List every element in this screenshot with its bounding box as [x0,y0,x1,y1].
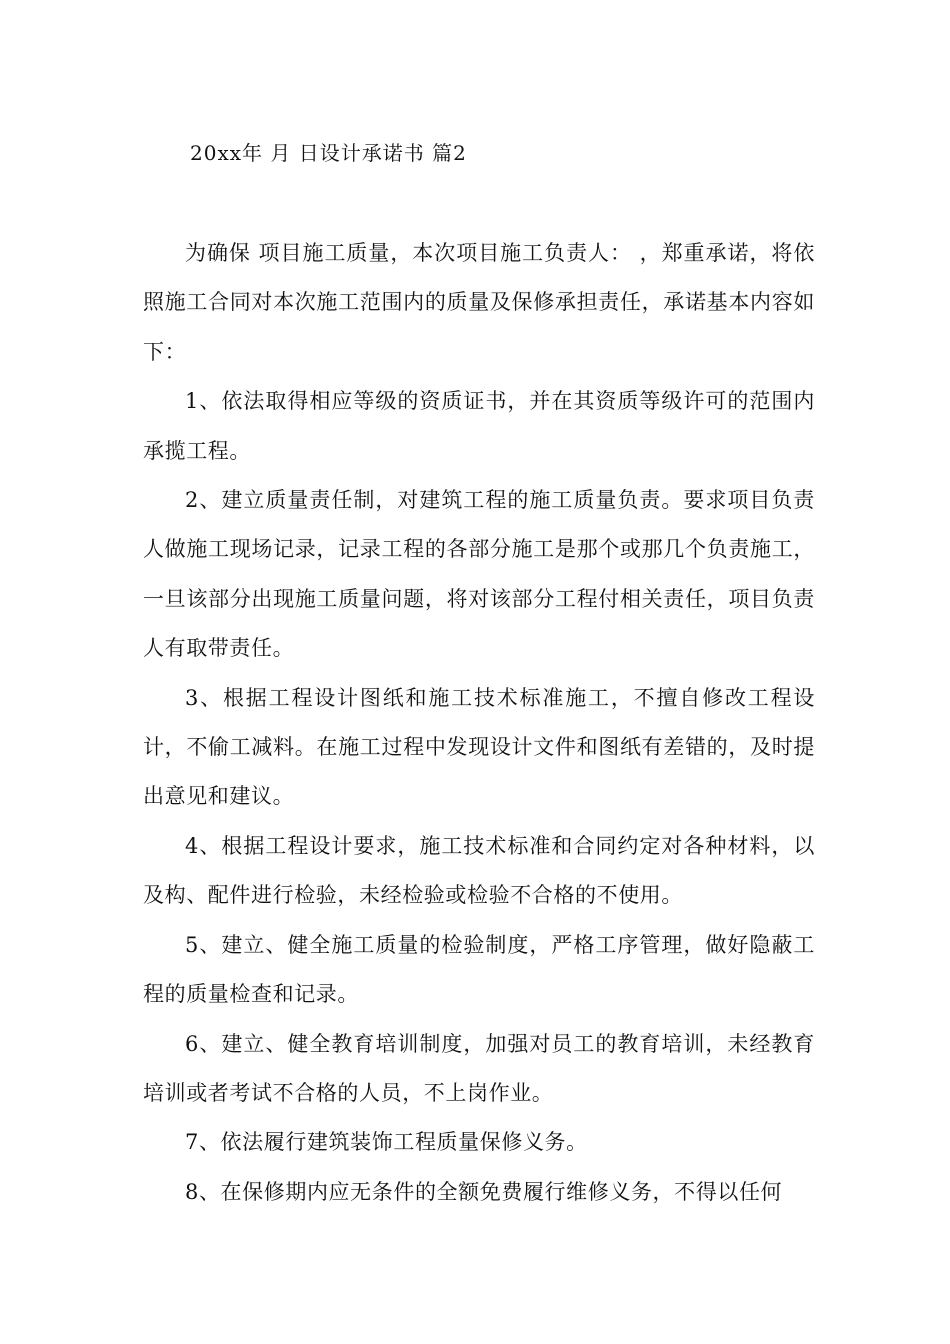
paragraph-item-3: 3、根据工程设计图纸和施工技术标准施工，不擅自修改工程设计，不偷工减料。在施工过程中发现设计文件和图纸有差错的，及时提出意见和建议。 [143,685,815,809]
paragraph-item-4: 4、根据工程设计要求，施工技术标准和合同约定对各种材料，以及构、配件进行检验，未经检验或检验不合格的不使用。 [143,833,815,908]
paragraph-item-6: 6、建立、健全教育培训制度，加强对员工的教育培训，未经教育培训或者考试不合格的人员，不上岗作业。 [143,1031,815,1105]
paragraph-item-1: 1、依法取得相应等级的资质证书，并在其资质等级许可的范围内承揽工程。 [143,389,815,463]
paragraph-item-2: 2、建立质量责任制，对建筑工程的施工质量负责。要求项目负责人做施工现场记录，记录工程的各部分施工是那个或那几个负责施工，一旦该部分出现施工质量问题，将对该部分工程付相关责任，项目负责人有取带责任。 [143,488,815,661]
paragraph-item-7: 7、依法履行建筑装饰工程质量保修义务。 [185,1130,588,1155]
paragraph-item-8: 8、在保修期内应无条件的全额免费履行维修义务，不得以任何 [185,1179,783,1204]
paragraph-item-5: 5、建立、健全施工质量的检验制度，严格工序管理，做好隐蔽工程的质量检查和记录。 [143,932,815,1007]
document-body [143,229,815,1217]
document-heading: 20xx年 月 日设计承诺书 篇2 [190,141,467,165]
paragraph-intro: 为确保 项目施工质量，本次项目施工负责人： ，郑重承诺，将依照施工合同对本次施工范围内的质量及保修承担责任，承诺基本内容如下： [143,241,815,364]
